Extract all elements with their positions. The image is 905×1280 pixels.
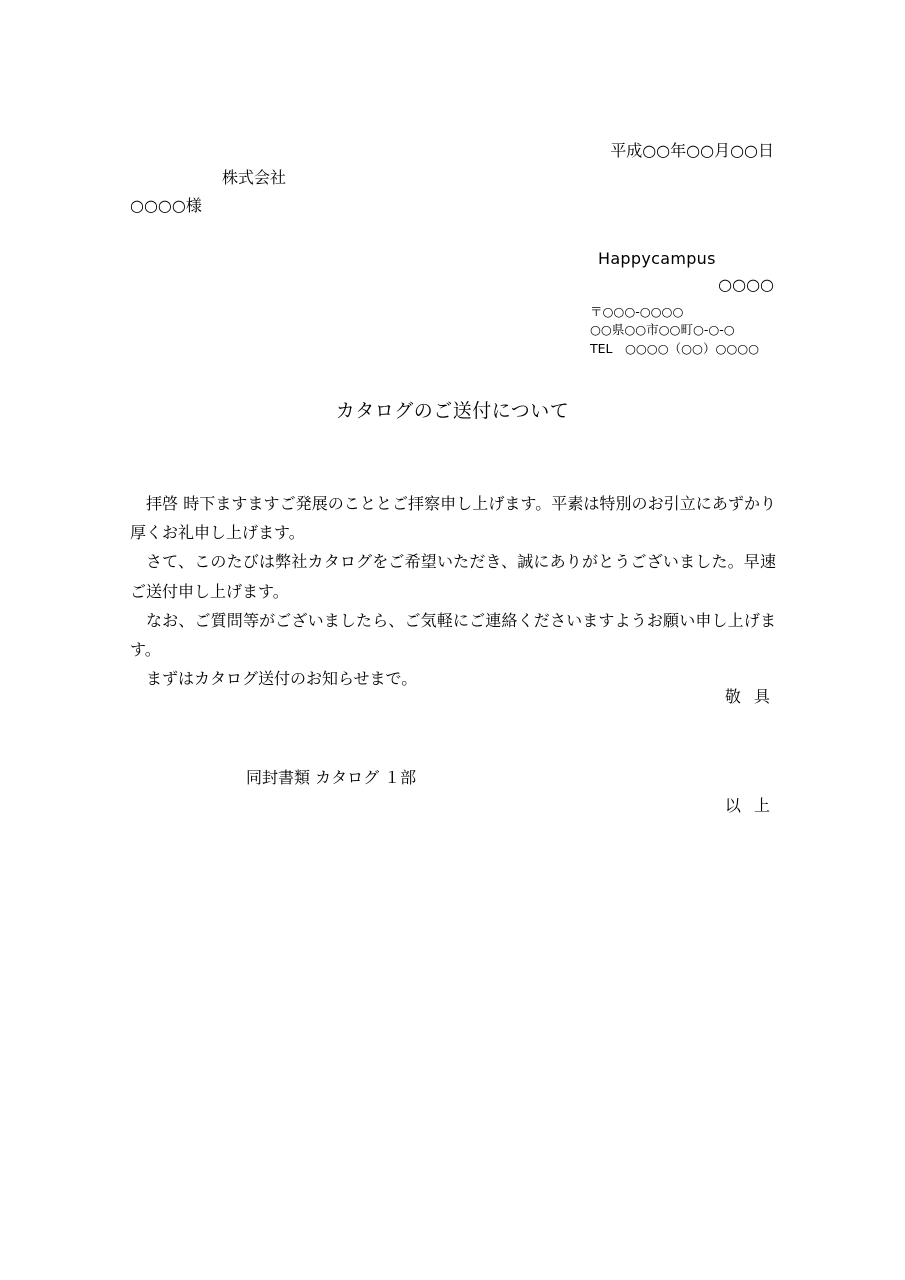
letter-date: 平成○○年○○月○○日 <box>610 141 774 160</box>
body-paragraph: なお、ご質問等がございましたら、ご気軽にご連絡くださいますようお願い申し上げます。 <box>130 610 776 660</box>
body-paragraph: さて、このたびは弊社カタログをご希望いただき、誠にありがとうございました。早速ご送付申し上げます。 <box>130 552 776 601</box>
enclosure-line: 同封書類 カタログ １部 <box>246 768 417 787</box>
body-paragraph: 拝啓 時下ますますご発展のこととご拝察申し上げます。平素は特別のお引立にあずかり厚くお礼申し上げます。 <box>130 494 776 543</box>
end-mark: 以 上 <box>724 796 774 815</box>
sender-tel: TEL ○○○○（○○）○○○○ <box>590 341 760 356</box>
body-paragraph: まずはカタログ送付のお知らせまで。 <box>146 669 418 689</box>
sender-name: Happycampus <box>598 249 716 268</box>
recipient-name: ○○○○様 <box>130 196 202 215</box>
recipient-company: 株式会社 <box>222 168 287 187</box>
closing-phrase: 敬 具 <box>724 687 774 706</box>
sender-postal-code: 〒○○○-○○○○ <box>590 304 684 319</box>
letter-title: カタログのご送付について <box>335 400 570 422</box>
sender-address: ○○県○○市○○町○-○-○ <box>590 322 735 337</box>
sender-person: ○○○○ <box>718 275 774 294</box>
letter-body <box>130 489 776 693</box>
